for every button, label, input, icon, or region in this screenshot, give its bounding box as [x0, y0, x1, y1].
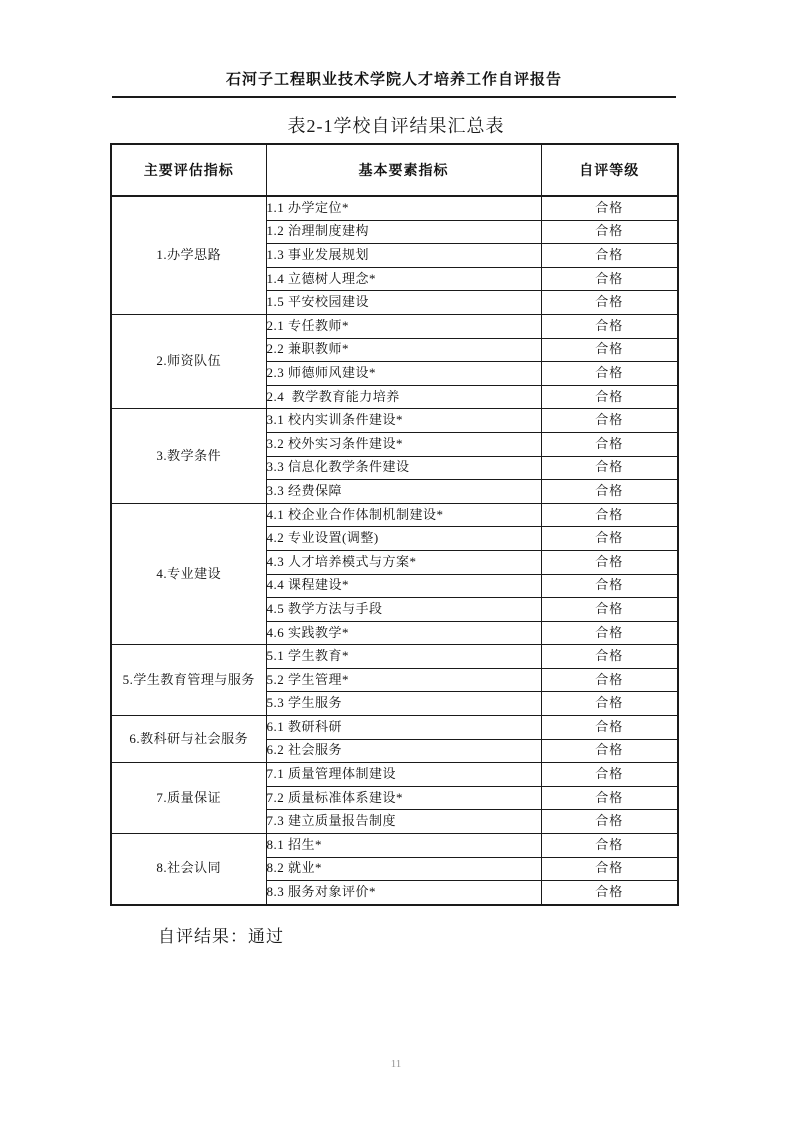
group-cell: 1.办学思路 [111, 196, 266, 314]
indicator-cell: 4.5 教学方法与手段 [266, 598, 541, 622]
self-evaluation-summary-table [110, 143, 679, 906]
table-row [111, 763, 678, 787]
rating-cell: 合格 [541, 291, 678, 315]
rating-cell: 合格 [541, 196, 678, 220]
indicator-cell: 7.3 建立质量报告制度 [266, 810, 541, 834]
group-cell: 8.社会认同 [111, 834, 266, 905]
column-header-main-indicator: 主要评估指标 [111, 144, 266, 196]
indicator-cell: 1.2 治理制度建构 [266, 220, 541, 244]
group-cell: 3.教学条件 [111, 409, 266, 503]
rating-cell: 合格 [541, 810, 678, 834]
rating-cell: 合格 [541, 881, 678, 905]
rating-cell: 合格 [541, 244, 678, 268]
table-row [111, 314, 678, 338]
column-header-basic-element: 基本要素指标 [266, 144, 541, 196]
report-header-title: 石河子工程职业技术学院人才培养工作自评报告 [112, 68, 676, 98]
indicator-cell: 2.1 专任教师* [266, 314, 541, 338]
indicator-cell: 6.2 社会服务 [266, 739, 541, 763]
rating-cell: 合格 [541, 574, 678, 598]
indicator-cell: 5.1 学生教育* [266, 645, 541, 669]
rating-cell: 合格 [541, 739, 678, 763]
rating-cell: 合格 [541, 668, 678, 692]
indicator-cell: 2.3 师德师风建设* [266, 362, 541, 386]
indicator-cell: 1.3 事业发展规划 [266, 244, 541, 268]
table-row [111, 834, 678, 858]
indicator-cell: 1.5 平安校园建设 [266, 291, 541, 315]
rating-cell: 合格 [541, 220, 678, 244]
indicator-cell: 4.4 课程建设* [266, 574, 541, 598]
indicator-cell: 3.2 校外实习条件建设* [266, 432, 541, 456]
rating-cell: 合格 [541, 456, 678, 480]
group-cell: 7.质量保证 [111, 763, 266, 834]
indicator-cell: 5.2 学生管理* [266, 668, 541, 692]
indicator-cell: 8.3 服务对象评价* [266, 881, 541, 905]
table-row [111, 645, 678, 669]
rating-cell: 合格 [541, 598, 678, 622]
rating-cell: 合格 [541, 716, 678, 740]
rating-cell: 合格 [541, 550, 678, 574]
table-row [111, 409, 678, 433]
table-row [111, 196, 678, 220]
rating-cell: 合格 [541, 432, 678, 456]
indicator-cell: 4.1 校企业合作体制机制建设* [266, 503, 541, 527]
rating-cell: 合格 [541, 621, 678, 645]
rating-cell: 合格 [541, 503, 678, 527]
self-evaluation-result: 自评结果：通过 [158, 927, 284, 946]
rating-cell: 合格 [541, 692, 678, 716]
indicator-cell: 3.1 校内实训条件建设* [266, 409, 541, 433]
indicator-cell: 7.2 质量标准体系建设* [266, 786, 541, 810]
indicator-cell: 3.3 经费保障 [266, 480, 541, 504]
indicator-cell: 8.1 招生* [266, 834, 541, 858]
rating-cell: 合格 [541, 267, 678, 291]
group-cell: 6.教科研与社会服务 [111, 716, 266, 763]
rating-cell: 合格 [541, 362, 678, 386]
indicator-cell: 2.4 教学教育能力培养 [266, 385, 541, 409]
indicator-cell: 4.6 实践教学* [266, 621, 541, 645]
page-number: 11 [390, 1058, 402, 1070]
rating-cell: 合格 [541, 338, 678, 362]
rating-cell: 合格 [541, 645, 678, 669]
column-header-rating: 自评等级 [541, 144, 678, 196]
table-header [111, 144, 678, 196]
table-body [111, 196, 678, 905]
rating-cell: 合格 [541, 786, 678, 810]
indicator-cell: 1.1 办学定位* [266, 196, 541, 220]
table-row [111, 503, 678, 527]
rating-cell: 合格 [541, 763, 678, 787]
rating-cell: 合格 [541, 480, 678, 504]
indicator-cell: 3.3 信息化教学条件建设 [266, 456, 541, 480]
group-cell: 5.学生教育管理与服务 [111, 645, 266, 716]
rating-cell: 合格 [541, 409, 678, 433]
indicator-cell: 6.1 教研科研 [266, 716, 541, 740]
rating-cell: 合格 [541, 857, 678, 881]
group-cell: 2.师资队伍 [111, 314, 266, 408]
indicator-cell: 8.2 就业* [266, 857, 541, 881]
indicator-cell: 5.3 学生服务 [266, 692, 541, 716]
rating-cell: 合格 [541, 314, 678, 338]
table-title: 表2-1学校自评结果汇总表 [287, 116, 505, 136]
rating-cell: 合格 [541, 834, 678, 858]
indicator-cell: 7.1 质量管理体制建设 [266, 763, 541, 787]
table-header-row [111, 144, 678, 196]
rating-cell: 合格 [541, 527, 678, 551]
indicator-cell: 4.2 专业设置(调整) [266, 527, 541, 551]
indicator-cell: 1.4 立德树人理念* [266, 267, 541, 291]
indicator-cell: 4.3 人才培养模式与方案* [266, 550, 541, 574]
group-cell: 4.专业建设 [111, 503, 266, 645]
indicator-cell: 2.2 兼职教师* [266, 338, 541, 362]
rating-cell: 合格 [541, 385, 678, 409]
table-row [111, 716, 678, 740]
